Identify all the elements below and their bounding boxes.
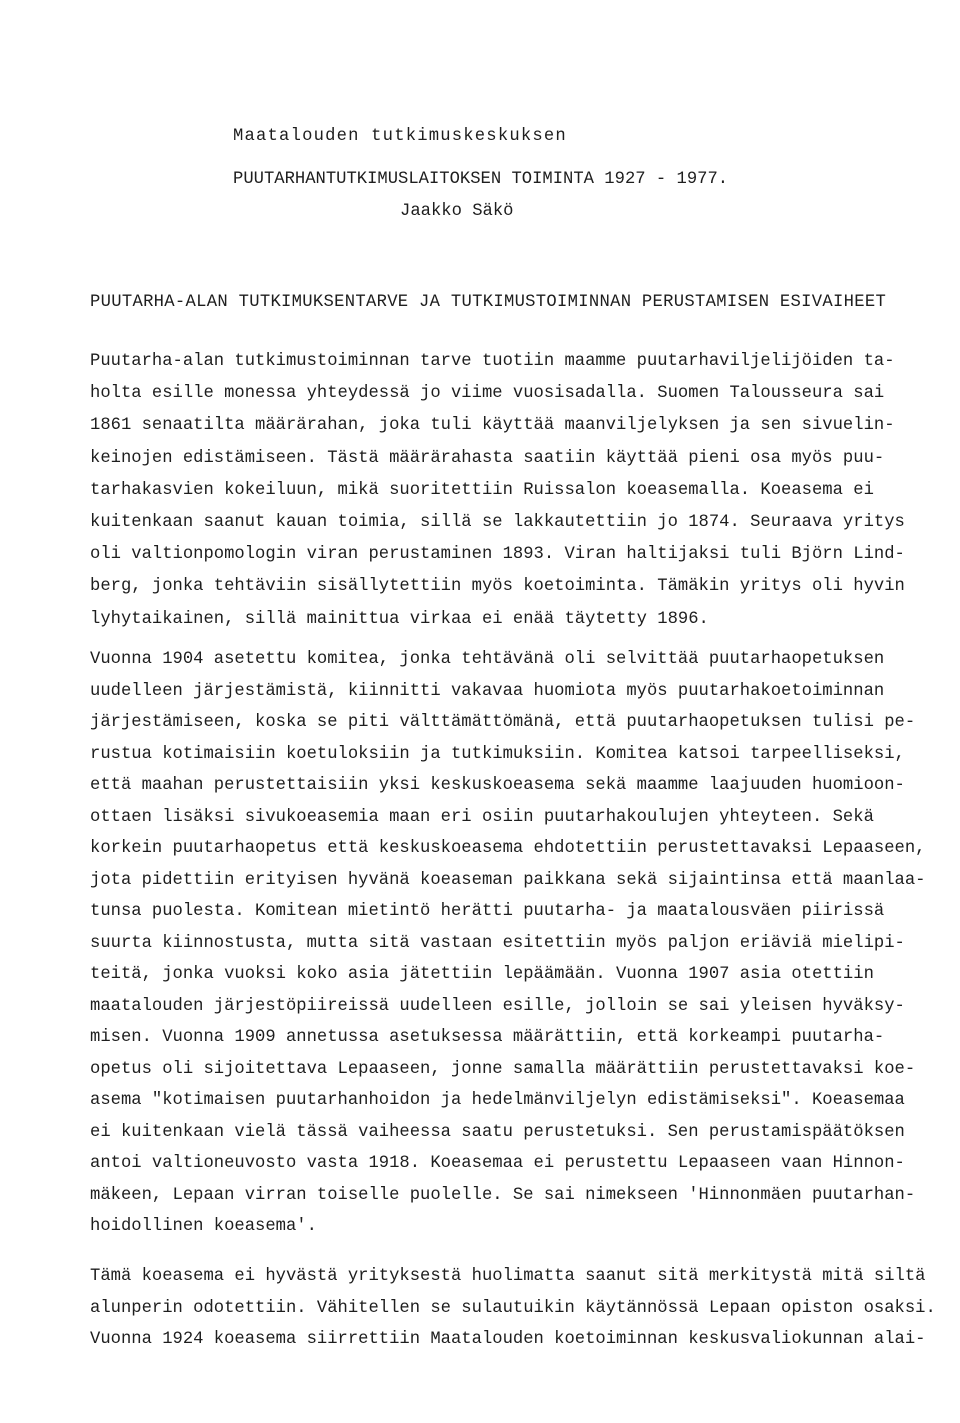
text-line: kuitenkaan saanut kauan toimia, sillä se lakkautettiin jo 1874. Seuraava yritys xyxy=(90,513,905,533)
text-line: mäkeen, Lepaan virran toiselle puolelle. Se sai nimekseen 'Hinnonmäen puutarhan- xyxy=(90,1185,916,1205)
text-line: oli valtionpomologin viran perustaminen 1893. Viran haltijaksi tuli Björn Lind- xyxy=(90,545,905,565)
text-line: rustua kotimaisiin koetuloksiin ja tutkimuksiin. Komitea katsoi tarpeelliseksi, xyxy=(90,744,905,764)
institution-name: Maatalouden tutkimuskeskuksen xyxy=(233,127,567,146)
text-line: maatalouden järjestöpiireissä uudelleen esille, jolloin se sai yleisen hyväksy- xyxy=(90,996,905,1016)
paragraph-1 xyxy=(90,346,905,636)
text-line: teitä, jonka vuoksi koko asia jätettiin lepäämään. Vuonna 1907 asia otettiin xyxy=(90,965,874,984)
text-line: keinojen edistämiseen. Tästä määrärahasta saatiin käyttää pieni osa myös puu- xyxy=(90,448,885,468)
text-line: järjestämiseen, koska se piti välttämättömänä, että puutarhaopetuksen tulisi pe- xyxy=(90,713,916,732)
text-line: Vuonna 1924 koeasema siirrettiin Maatalouden koetoiminnan keskusvaliokunnan alai- xyxy=(90,1330,926,1349)
text-line: Puutarha-alan tutkimustoiminnan tarve tuotiin maamme puutarhaviljelijöiden ta- xyxy=(90,352,895,371)
text-line: Vuonna 1904 asetettu komitea, jonka tehtävänä oli selvittää puutarhaopetuksen xyxy=(90,650,885,669)
text-line: Tämä koeasema ei hyvästä yrityksestä huolimatta saanut sitä merkitystä mitä siltä xyxy=(90,1267,926,1286)
text-line: 1861 senaatilta määrärahan, joka tuli käyttää maanviljelyksen ja sen sivuelin- xyxy=(90,416,895,436)
text-line: tarhakasvien kokeiluun, mikä suoritettiin Ruissalon koeasemalla. Koeasema ei xyxy=(90,480,874,500)
text-line: misen. Vuonna 1909 annetussa asetuksessa määrättiin, että korkeampi puutarha- xyxy=(90,1028,885,1047)
author-name: Jaakko Säkö xyxy=(400,202,514,221)
text-line: uudelleen järjestämistä, kiinnitti vakavaa huomiota myös puutarhakoetoiminnan xyxy=(90,681,885,701)
section-heading: PUUTARHA-ALAN TUTKIMUKSENTARVE JA TUTKIMUSTOIMINNAN PERUSTAMISEN ESIVAIHEET xyxy=(90,293,887,312)
text-line: ottaen lisäksi sivukoeasemia maan eri osiin puutarhakoulujen yhteyteen. Sekä xyxy=(90,807,874,827)
text-line: ei kuitenkaan vielä tässä vaiheessa saatu perustetuksi. Sen perustamispäätöksen xyxy=(90,1122,905,1142)
text-line: jota pidettiin erityisen hyvänä koeaseman paikkana sekä sijaintinsa että maanlaa- xyxy=(90,870,926,890)
text-line: että maahan perustettaisiin yksi keskuskoeasema sekä maamme laajuuden huomioon- xyxy=(90,776,905,795)
text-line: holta esille monessa yhteydessä jo viime vuosisadalla. Suomen Talousseura sai xyxy=(90,384,885,404)
text-line: hoidollinen koeasema'. xyxy=(90,1217,317,1236)
text-line: asema "kotimaisen puutarhanhoidon ja hedelmänviljelyn edistämiseksi". Koeasemaa xyxy=(90,1091,905,1110)
text-line: tunsa puolesta. Komitean mietintö herätti puutarha- ja maatalousväen piirissä xyxy=(90,902,885,921)
text-line: lyhytaikainen, sillä mainittua virkaa ei enää täytetty 1896. xyxy=(90,609,709,629)
text-line: korkein puutarhaopetus että keskuskoeasema ehdotettiin perustettavaksi Lepaaseen, xyxy=(90,839,926,858)
paragraph-3 xyxy=(90,1261,936,1356)
document-title: PUUTARHANTUTKIMUSLAITOKSEN TOIMINTA 1927 - 1977. xyxy=(233,170,729,189)
text-line: berg, jonka tehtäviin sisällytettiin myös koetoiminta. Tämäkin yritys oli hyvin xyxy=(90,577,905,597)
text-line: antoi valtioneuvosto vasta 1918. Koeasemaa ei perustettu Lepaaseen vaan Hinnon- xyxy=(90,1154,905,1173)
text-line: opetus oli sijoitettava Lepaaseen, jonne samalla määrättiin perustettavaksi koe- xyxy=(90,1059,916,1079)
text-line: suurta kiinnostusta, mutta sitä vastaan esitettiin myös paljon eriäviä mielipi- xyxy=(90,933,905,953)
paragraph-2 xyxy=(90,644,925,1243)
text-line: alunperin odotettiin. Vähitellen se sulautuikin käytännössä Lepaan opiston osaksi. xyxy=(90,1298,936,1318)
